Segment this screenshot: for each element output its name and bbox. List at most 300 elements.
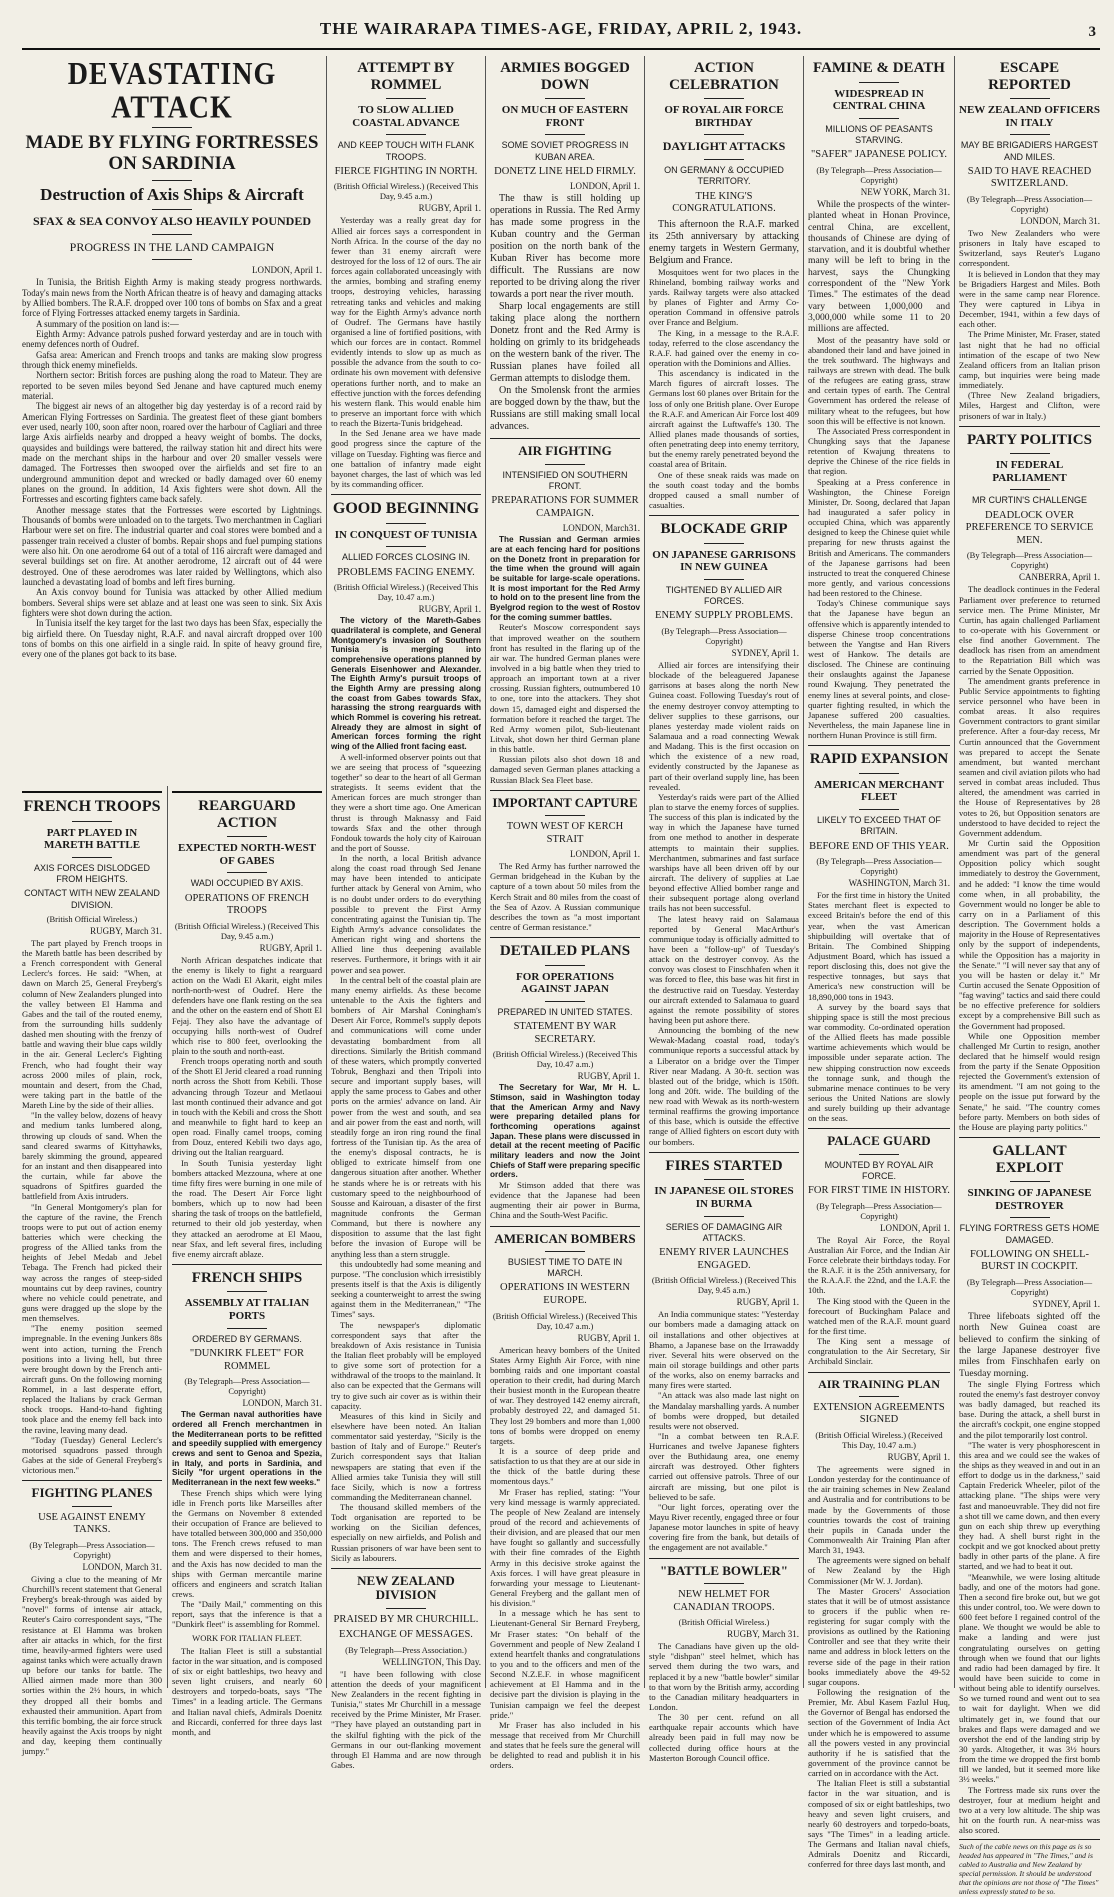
divider bbox=[704, 1216, 744, 1217]
divider bbox=[152, 259, 192, 260]
dateline: LONDON, April 1. bbox=[570, 849, 640, 860]
paragraph: The agreements were signed on behalf of New Zealand by the High Commissioner (Mr W. J. Jordan). bbox=[808, 1555, 950, 1586]
air-fighting-deck-1: INTENSIFIED ON SOUTHERN FRONT. bbox=[502, 469, 628, 491]
rapid-expansion-deck-1: AMERICAN MERCHANT FLEET bbox=[814, 778, 944, 804]
divider bbox=[649, 1152, 799, 1153]
dateline: LONDON, March 31. bbox=[242, 1398, 322, 1409]
fighting-planes-headline: FIGHTING PLANES bbox=[31, 1485, 153, 1501]
dateline: WASHINGTON, March 31. bbox=[848, 878, 950, 889]
divider bbox=[72, 857, 112, 858]
times-footnote: Such of the cable news on this page as is so headed has appeared in "The Times," and is cabled to Australia and New Zealand by special permission. It should be understood that the opinions are not those of "The Times" unless expressly stated to be so. bbox=[959, 1839, 1100, 1897]
source-line: (By Telegraph—Press Association.) bbox=[345, 1644, 467, 1655]
paragraph: The Associated Press correspondent in Chungking says that the Japanese retention of Kwajung threatens to deprive the Chinese of the rice fields in that region. bbox=[808, 425, 950, 477]
paragraph: One of these sneak raids was made on the south coast today and the bombs dropped caused a small number of casualties. bbox=[649, 469, 799, 510]
lead-deck-2: Destruction of Axis Ships & Aircraft bbox=[40, 184, 304, 204]
party-politics-deck-1: IN FEDERAL PARLIAMENT bbox=[992, 459, 1067, 484]
divider bbox=[72, 821, 112, 822]
paragraph: In the Sed Jenane area we have made good progress since the capture of the village on Tuesday. Fighting was fierce and one battalion of infantry made eight bayonet charges, the last of which was led by its commanding officer. bbox=[331, 428, 481, 490]
divider bbox=[959, 426, 1100, 427]
paragraph: Mr Stimson added that there was evidence that the Japanese had been augmenting their air power in Burma, China and the South-West Pacific. bbox=[490, 1180, 640, 1221]
source-line: (By Telegraph—Press Association—Copyright) bbox=[29, 1539, 155, 1560]
detailed-plans-headline: DETAILED PLANS bbox=[499, 943, 631, 960]
paragraph: While the prospects of the winter-planted wheat in Honan Province, central China, are excellent, thousands of Chinese are dying of starvation, and it is doubtful whether many will be left to bring in the harvest, says the Chungking correspondent of the "New York Times." The estimates of the dead vary between 1,000,000 and 3,000,000 while some 11 to 20 millions are affected. bbox=[808, 198, 950, 335]
source-line: (British Official Wireless.) (Received This Day, 10.47 a.m.) bbox=[492, 1049, 638, 1070]
paragraph: The biggest air news of an altogether big day yesterday is of a record raid by American Flying Fortresses on Sardinia. The greatest fleet of these giant bombers ever used, nearly 100, soon after noon, roared over the harbour of Cagliari and three large Axis airfields nearby and dropped a heavy weight of bombs. The docks, quaysides and buildings were battered, the railway station hit and direct hits were made on the merchant ships in the harbour and over 20 smaller vessels were damaged. The Fortresses then swooped over the airfields and set fire to an underground ammunition depot and wrecked or badly damaged over 60 enemy planes on the ground. In addition, 14 Axis fighters were shot down. All the Fortresses and escorting fighters came back safely. bbox=[22, 401, 322, 505]
lead-paragraph: The Secretary for War, Mr H. L. Stimson, said in Washington today that the American Army and Navy were preparing detailed plans for forthcoming operations against Japan. These plans were discussed in detail at the recent meeting of Pacific military leaders and now the Joint Chiefs of Staff were preparing specific orders. bbox=[490, 1083, 640, 1180]
french-ships-body bbox=[172, 1410, 322, 1737]
famine-deck-3: "SAFER" JAPANESE POLICY. bbox=[810, 149, 948, 161]
column-rule bbox=[485, 56, 486, 1688]
fires-started-body bbox=[649, 1309, 799, 1552]
paragraph: This ascendancy is indicated in the March figures of aircraft losses. The Germans lost 60 planes over Britain for the loss of only one British plane. Over Europe the R.A.F. and American Air Force lost 409 aircraft against the Luftwaffe's 130. The Allied planes made thousands of sorties, often penetrating deep into enemy territory, but the enemy rarely penetrated beyond the coastal area of Britain. bbox=[649, 368, 799, 470]
paragraph: The Canadians have given up the old-style "dishpan" steel helmet, which has served them during the two wars, and replaced it by a new "battle bowler" similar to that worn by the British army, according to the Canadian military headquarters in London. bbox=[649, 1641, 799, 1712]
source-line: (British Official Wireless.) bbox=[678, 1617, 770, 1628]
source-line: (By Telegraph—Press Association—Copyright) bbox=[966, 1277, 1093, 1298]
lead-dateline: LONDON, April 1. bbox=[252, 265, 322, 276]
source-line: (British Official Wireless.) (Received This Day, 9.45 a.m.) bbox=[333, 181, 479, 202]
paragraph: "Today (Tuesday) General Leclerc's motorised squadrons passed through Gabes at the side of General Freyberg's victorious men." bbox=[22, 1434, 162, 1476]
lead-headline: DEVASTATING ATTACK bbox=[67, 56, 277, 126]
rapid-expansion-deck-2: LIKELY TO EXCEED THAT OF BRITAIN. bbox=[817, 815, 941, 837]
escape-headline: ESCAPE REPORTED bbox=[988, 60, 1071, 93]
paragraph: The Master Grocers' Association states that it will be of utmost assistance to grocers if the public when re-registering for sugar comply with the provisions as outlined by the Rationing Controller and see that they write their name and address in block letters on the reverse side of the page in their ration books immediately above the 49-52 sugar coupons. bbox=[808, 1585, 950, 1687]
gallant-exploit-deck-2: FLYING FORTRESS GETS HOME DAMAGED. bbox=[959, 1223, 1100, 1245]
battle-bowler-body bbox=[649, 1641, 799, 1763]
nz-division-deck-1: PRAISED BY MR CHURCHILL. bbox=[333, 1613, 479, 1625]
paragraph: "I have been following with close attention the deeds of your magnificent New Zealanders in the recent fighting in Tunisia," states Mr Churchill in a message received by the Prime Minister, Mr Fraser. "They have played an outstanding part in the skilful fighting with the pick of the Germans in our out-flanking movement through El Hamma and are now through Gabes. bbox=[331, 1668, 481, 1770]
paragraph: An India communique states: "Yesterday our bombers made a damaging attack on oil installations and other objectives at Bhamo, a Japanese base on the Irrawaddy river. Several hits were observed on the main oil storage buildings and other parts of the works, also on enemy barracks and many fires were started. bbox=[649, 1309, 799, 1391]
divider bbox=[649, 515, 799, 516]
american-bombers-headline: AMERICAN BOMBERS bbox=[494, 1230, 636, 1246]
paragraph: While one Opposition member challenged Mr Curtin to resign, another declared that he himself would resign from the party if the Senate Opposition rejected the Government's extension of its amendment. "I am not going to the people on the issue put forward by the Senate," he said. "The country comes before party. Members on both sides of the House are playing party politics." bbox=[959, 1030, 1100, 1132]
good-beginning-body bbox=[331, 616, 481, 1563]
blockade-deck-1: ON JAPANESE GARRISONS IN NEW GUINEA bbox=[652, 548, 796, 574]
important-capture-headline: IMPORTANT CAPTURE bbox=[492, 794, 638, 810]
paragraph: "Our light forces, operating over the Mayu River recently, engaged three or four Japanese motor launches in spite of heavy covering fire from the bank, but details of the engagement are not available." bbox=[649, 1501, 799, 1553]
blockade-body bbox=[649, 660, 799, 1147]
divider bbox=[859, 809, 899, 810]
american-bombers-deck-2: OPERATIONS IN WESTERN EUROPE. bbox=[500, 1282, 630, 1307]
dateline: LONDON, April 1. bbox=[880, 1222, 950, 1233]
important-capture-deck: TOWN WEST OF KERCH STRAIT bbox=[506, 820, 624, 845]
battle-bowler-deck: NEW HELMET FOR CANADIAN TROOPS. bbox=[673, 1588, 775, 1613]
armies-column bbox=[490, 56, 640, 1771]
divider bbox=[704, 98, 744, 99]
french-troops-deck-3: CONTACT WITH NEW ZEALAND DIVISION. bbox=[24, 888, 160, 910]
paragraph: For the first time in history the United States merchant fleet is expected to exceed Britain's before the end of this year, when the vast American shipbuilding will overtake that of Britain. The Combined Shipping Adjustment Board, which has issued a report disclosing this, does not give the respective tonnages, but says that America's new construction will be 18,890,000 tons in 1943. bbox=[808, 890, 950, 1002]
divider bbox=[1010, 489, 1050, 490]
paragraph: this undoubtedly had some meaning and purpose. "The conclusion which irresistibly presents itself is that the Axis is diligently seeking a counterweight to arrest the swing against them in the Mediterranean," "The Times" says. bbox=[331, 1258, 481, 1320]
air-fighting-headline: AIR FIGHTING bbox=[518, 443, 612, 459]
paragraph: Mr Fraser has also included in his message that received from Mr Churchill and states that he feels sure the general will be delighted to read and publish it in his orders. bbox=[490, 1719, 640, 1771]
source-line: (British Official Wireless.) (Received This Day, 10.47 a.m.) bbox=[815, 1429, 943, 1450]
lead-paragraph: The victory of the Mareth-Gabes quadrilateral is complete, and General Montgomery's invasion of Southern Tunisia is merging into comprehensive operations planned by Generals Eisenhower and Alexander. The Eighth Army's pursuit troops of the Eighth Army are pressing along the coast from Gabes towards Sfax, harassing the strong rearguards with which Rommel is covering his retreat. Already they are almost in sight of American forces forming the right wing of the Allied front facing east. bbox=[331, 616, 481, 751]
rapid-expansion-deck-3: BEFORE END OF THIS YEAR. bbox=[809, 840, 949, 852]
rearguard-deck-3: OPERATIONS OF FRENCH TROOPS bbox=[184, 892, 310, 917]
paragraph: "The water is very phosphorescent in this area and we could see the wakes of the ships as they weaved in and out in an effort to dodge us in the darkness," said Captain Frederick Wheeler, pilot of the attacking plane. "The ships were very fast and manoeuvrable. They did not fire a shot till we came down, and then every gun on each ship threw up everything they had. A shell burst right in the cockpit and we got knocked about pretty badly in other parts of the plane. A fire started, and we had to beat it out. bbox=[959, 1439, 1100, 1572]
divider bbox=[545, 965, 585, 966]
dateline: RUGBY, April 1. bbox=[418, 604, 481, 615]
source-line: (By Telegraph—Press Association—Copyright) bbox=[966, 193, 1093, 214]
attempt-body bbox=[331, 215, 481, 489]
dateline: LONDON, March31. bbox=[562, 523, 640, 534]
paragraph: American heavy bombers of the United States Army Eighth Air Force, with nine bombing raids and one important coastal operation to their credit, had during March their busiest month in the European theatre of war. They destroyed 142 enemy aircraft, probably destroyed 22, and damaged 51. They lost 29 bombers and more than 1,000 tons of bombs were dropped on enemy targets. bbox=[490, 1344, 640, 1446]
famine-column bbox=[808, 56, 950, 1870]
paragraph: "The enemy position seemed impregnable. In the evening Junkers 88s went into action, turning the French positions into a living hell, but three were brought down by the French anti-aircraft guns. On the following morning Rommel, in a last desperate effort, replaced the Italians by crack German shock troops. Hand-to-hand fighting took place and the enemy fell back into the ravine, leaving many dead. bbox=[22, 1323, 162, 1435]
palace-guard-deck-1: MOUNTED BY ROYAL AIR FORCE. bbox=[824, 1159, 934, 1181]
divider bbox=[859, 1154, 899, 1155]
divider bbox=[152, 209, 192, 210]
dateline: LONDON, March 31. bbox=[82, 1561, 162, 1572]
divider bbox=[152, 127, 192, 128]
celebration-column bbox=[649, 56, 799, 1763]
lead-paragraph: The German naval authorities have ordered all French merchantmen in the Mediterranean ports to be refitted and speedily supplied with emergency crews and sent to Genoa and Spezia, in Italy, and ports in Sardinia, and Sicily "for urgent operations in the Mediterranean in the next few weeks." bbox=[172, 1410, 322, 1487]
paragraph: Mr Fraser has replied, stating: "Your very kind message is warmly appreciated. The people of New Zealand are intensely proud of the record and achievements of their division, and are pleased that our men have fought so gallantly and successfully with their fine comrades of the Eighth Army in this decisive stroke against the Axis forces. I will have great pleasure in forwarding your message to Lieutenant-General Freyberg and the gallant men of his division." bbox=[490, 1486, 640, 1609]
french-troops-body bbox=[22, 938, 162, 1475]
source-line: (By Telegraph—Press Association—Copyright) bbox=[816, 164, 942, 185]
rapid-expansion-headline: RAPID EXPANSION bbox=[809, 751, 949, 768]
divider bbox=[227, 836, 267, 837]
paragraph: "An attack was also made last night on the Mandalay marshalling yards. A number of bombs were dropped, but detailed results were not observed. bbox=[649, 1390, 799, 1431]
celebration-deck-2: DAYLIGHT ATTACKS bbox=[662, 139, 786, 154]
air-training-body bbox=[808, 1464, 950, 1870]
rearguard-headline: REARGUARD ACTION bbox=[198, 798, 296, 831]
divider bbox=[704, 134, 744, 135]
party-politics-deck-3: DEADLOCK OVER PREFERENCE TO SERVICE MEN. bbox=[965, 509, 1094, 546]
dateline: RUGBY, April 1. bbox=[418, 203, 481, 214]
paragraph: Today's Chinese communique says that the Japanese have begun an offensive which is apparently intended to disperse Chinese troop concentrations between the Yangtse and Han Rivers west of Hankow. The details are disclosed. The Chinese are continuing their onslaughts against the Japanese round Kwajung. They penetrated the enemy lines at several points, and close-quarter fighting resulted, in which the Japanese suffered 200 casualties. Nevertheless, the main Japanese line in northern Hunan Province is still firm. bbox=[808, 598, 950, 741]
escape-body bbox=[959, 228, 1100, 421]
nz-division-headline: NEW ZEALAND DIVISION bbox=[357, 1572, 455, 1603]
column-rule bbox=[954, 56, 955, 1688]
divider bbox=[386, 1608, 426, 1609]
fighting-planes-body bbox=[22, 1574, 162, 1757]
paragraph: Sharp local engagements are still taking place along the northern Donetz front and the Red Army is holding on grimly to its bridgeheads on the western bank of the river. The Russian planes have foiled all German attempts to dislodge them. bbox=[490, 301, 640, 385]
dateline: RUGBY, April 1. bbox=[259, 942, 322, 953]
divider bbox=[490, 1226, 640, 1227]
divider bbox=[808, 1372, 950, 1373]
dateline: RUGBY, April 1. bbox=[887, 1451, 950, 1462]
dateline: NEW YORK, March 31. bbox=[860, 186, 950, 197]
rearguard-column bbox=[172, 786, 322, 1737]
dateline: SYDNEY, April 1. bbox=[1032, 1299, 1100, 1310]
paragraph: "In the valley below, dozens of heavy and medium tanks lumbered along, throwing up clouds of sand. When the sand cleared swarms of Kittyhawks, barely skimming the ground, appeared for an instant and then disappeared into the curtain, while far above the squadrons of Spitfires guarded the battlefield from Axis intruders. bbox=[22, 1110, 162, 1202]
dateline: WELLINGTON, This Day. bbox=[382, 1656, 481, 1667]
paragraph: In the central belt of the coastal plain are many enemy airfields. As these become untenable to the Axis the fighters and bombers of Air Marshal Coningham's Desert Air Force, Rommel's supply depots and communications will come under devastating bombardment from all directions. Similarly the British command of these waters, which promptly converted Tobruk, Benghazi and then Tripoli into secure and important supply bases, will apply the same process to Gabes and other ports on the armies' advance on land. Air power from the west and south, and sea and air power from the east and north, will steadily forge an iron ring round the final fortress of the Tunisian tip. As the area of the enemy's disposal contracts, he is obliged to extricate himself from one dangerous situation after another. Whether he stands where he is or retreats with his customary speed to the neighbourhood of Sousse and Kairouan, a disaster of the first magnitude confronts the German Command, but there is nowhere any disposition to assume that the last fight before the invasion of Europe will be anything less than a stern struggle. bbox=[331, 974, 481, 1259]
fires-started-headline: FIRES STARTED bbox=[665, 1157, 783, 1174]
divider bbox=[808, 1128, 950, 1129]
divider bbox=[152, 234, 192, 235]
paragraph: The part played by French troops in the Mareth battle has been described by a French correspondent with General Leclerc's forces. He said: "When, at dawn on March 25, General Freyberg's column of New Zealanders plunged into the valley between El Hamma and Gabes and the tail of the routed enemy, from the surrounding hills suddenly dashed men shouting with the frenzy of battle and waving their blue caps wildly in the air. General Leclerc's Fighting French, who had fought their way across 2000 miles of plain, rock, mountain and desert, from the Chad, were taking part in the battle of the Mareth Line by the side of their allies. bbox=[22, 937, 162, 1111]
good-beginning-deck-2: ALLIED FORCES CLOSING IN. bbox=[341, 552, 471, 563]
paragraph: Giving a clue to the meaning of Mr Churchill's recent statement that General Freyberg's break-through was aided by "novel" forms of intense air attack, Reuter's Cairo correspondent says, "The resistance at El Hamma was broken after air attacks in which, for the first time, heavily-armed fighters were used against tanks which were actually drawn up before our tanks for battle. The Allied airmen made more than 300 sorties within the 2½ hours, in which they dropped all their bombs and exhausted their ammunition. Apart from this terrific bombing, the air force struck heavily against the Axis troops by night and day, keeping them continually jumpy." bbox=[22, 1573, 162, 1757]
paragraph: The thaw is still holding up operations in Russia. The Red Army has made some progress in the Kuban country and the German position on the north bank of the Kuban River has become more difficult. The Russians are now reported to be driving along the river towards a port near the river mouth. bbox=[490, 193, 640, 301]
divider bbox=[227, 1291, 267, 1292]
french-ships-deck-1: ASSEMBLY AT ITALIAN PORTS bbox=[184, 1297, 310, 1323]
armies-body bbox=[490, 193, 640, 433]
party-politics-headline: PARTY POLITICS bbox=[967, 431, 1092, 448]
divider bbox=[704, 543, 744, 544]
paragraph: Yesterday was a really great day for Allied air forces says a correspondent in North Africa. In the course of the day no fewer than 31 enemy aircraft were destroyed for the loss of 12 of ours. The air forces again collaborated unceasingly with the armies, bombing and strafing enemy troops, destroying vehicles, harassing retreating tanks and vehicles and making way for the Eighth Army's advance north of Oudref. The Germans have hastily organised a line of fortified positions, with which our forces are in contact. Rommel evidently intends to slow up as much as possible the advance from the south to co-ordinate his own movement with defensive operations further north, and to make an effective junction with the forces defending his western flank. This would enable him to preserve an important force with which to reach the Bizerta-Tunis bridgehead. bbox=[331, 215, 481, 429]
detailed-plans-deck-2: PREPARED IN UNITED STATES. bbox=[497, 1006, 633, 1017]
paragraph: In Tunisia itself the key target for the last two days has been Sfax, especially the big airfield there. On Tuesday night, R.A.F. and naval aircraft dropped over 100 tons of bombs on this one airfield in a single raid. In spite of heavy ground fire, every one of the planes got back to its base. bbox=[22, 618, 322, 660]
source-line: (British Official Wireless.) (Received This Day, 10.47 a.m.) bbox=[492, 1310, 638, 1331]
escape-deck-3: SAID TO HAVE REACHED SWITZERLAND. bbox=[967, 165, 1092, 190]
page-number: 3 bbox=[1088, 24, 1096, 40]
attempt-deck-2: AND KEEP TOUCH WITH FLANK TROOPS. bbox=[337, 140, 475, 162]
french-ships-deck-3: "DUNKIRK FLEET" FOR ROMMEL bbox=[189, 1347, 305, 1372]
lead-body bbox=[22, 277, 322, 659]
armies-deck-1: ON MUCH OF EASTERN FRONT bbox=[501, 104, 629, 129]
paragraph: The "Daily Mail," commenting on this report, says that the inference is that a "Dunkirk fleet" is assembling for Rommel. bbox=[172, 1599, 322, 1630]
air-training-deck: EXTENSION AGREEMENTS SIGNED bbox=[813, 1401, 945, 1426]
divider bbox=[808, 745, 950, 746]
paragraph: Eighth Army: Advance patrols pushed forward yesterday and are in touch with enemy defences north of Oudref. bbox=[22, 329, 322, 350]
dateline: RUGBY, March 31. bbox=[727, 1629, 799, 1640]
divider bbox=[22, 791, 162, 793]
divider bbox=[959, 1137, 1100, 1138]
paragraph: French troops operating north and south of the Shott El Jerid cleared a road running north across the Shott from Kebili. Those advancing through Tozeur and Metlaoui last month continued their advance and got in touch with the Kebili and cross the Shott and meanwhile to fight hard to keep an open road. Finally camel troops, coming from Douz, entered Kebili two days ago, driving out the Italian rearguard. bbox=[172, 1056, 322, 1158]
paragraph: The King sent a message of congratulation to the Air Secretary, Sir Archibald Sinclair. bbox=[808, 1336, 950, 1367]
american-bombers-deck-1: BUSIEST TIME TO DATE IN MARCH. bbox=[507, 1256, 623, 1279]
paragraph: A survey by the board says that shipping space is still the most precious war commodity. Co-ordinated operation of the Allied fleets has made possible wartime achievements which would be impossible under separate action. The new shipping construction now exceeds the tonnage sunk, and though the submarine menace continues to be very serious the United Nations are slowly and surely building up their advantage on the seas. bbox=[808, 1001, 950, 1124]
paragraph: Allied air forces are intensifying their blockade of the beleaguered Japanese garrisons at bases along the north New Guinea coast. Following Tuesday's rout of the enemy destroyer convoy attempting to deliver supplies to these garrisons, our planes yesterday made violent raids on Salamaua and a road connecting Wewak and Madang. This is the first occasion on which the existence of a new road, evidently constructed by the Japanese as part of their overland supply line, has been revealed. bbox=[649, 660, 799, 792]
paragraph: Russian pilots also shot down 18 and damaged seven German planes attacking a Russian Black Sea Fleet base. bbox=[490, 754, 640, 785]
attempt-deck-1: TO SLOW ALLIED COASTAL ADVANCE bbox=[352, 104, 460, 129]
paragraph: "Meanwhile, we were losing altitude badly, and one of the motors had gone. Then a second fire broke out, but we got this under control, too. We were down to 600 feet before I regained control of the plane. We thought we would be able to make a landing and were just congratulating ourselves on getting through when we found that our lights and radio had been damaged by fire. It would have been suicide to come in without being able to identify ourselves. So we turned round and went out to sea to wait for daylight. When we did ultimately get in, we found that our brakes and flaps were damaged and we overshot the end of the landing strip by 30 yards. Altogether, it was 3½ hours from the time we dropped the first bomb till we landed, but it seemed more like 3½ weeks." bbox=[959, 1571, 1100, 1785]
paragraph: "In a combat between ten R.A.F. Hurricanes and twelve Japanese fighters over the Buthidaung area, one enemy aircraft was destroyed. Other fighters carried out offensive patrols. Three of our aircraft are missing, but one pilot is believed to be safe. bbox=[649, 1430, 799, 1502]
armies-deck-3: DONETZ LINE HELD FIRMLY. bbox=[494, 165, 636, 177]
escape-deck-2: MAY BE BRIGADIERS HARGEST AND MILES. bbox=[960, 140, 1099, 162]
divider bbox=[152, 180, 192, 181]
masthead-title: THE WAIRARAPA TIMES-AGE, FRIDAY, APRIL 2, 1943. bbox=[319, 19, 803, 38]
paragraph: The Royal Air Force, the Royal Australian Air Force, and the Indian Air Force celebrate their birthdays today. For the R.A.F. it is the 25th anniversary, for the R.A.A.F. the 22nd, and the I.A.F. the 10th. bbox=[808, 1234, 950, 1296]
celebration-deck-1: OF ROYAL AIR FORCE BIRTHDAY bbox=[664, 104, 784, 129]
paragraph: An Axis convoy bound for Tunisia was attacked by other Allied medium bombers. Several ships were set ablaze and at least one was seen to sink. Six Axis fighters were shot down during the action. bbox=[22, 587, 322, 618]
dateline: RUGBY, April 1. bbox=[577, 1071, 640, 1082]
divider bbox=[704, 579, 744, 580]
paragraph: It is a source of deep pride and satisfaction to us that they are at our side in the thick of the battle during these momentous days." bbox=[490, 1446, 640, 1487]
divider bbox=[1010, 1181, 1050, 1182]
lead-paragraph: The Russian and German armies are at each fencing hard for positions on the Donetz front in preparation for the time when the ground will again be suitable for large-scale operations. It is most important for the Red Army to hold on to the present line from the Byelgrod region to the west of Rostov for the coming summer battles. bbox=[490, 535, 640, 622]
paragraph: The amendment grants preference in Public Service appointments to fighting service personnel who have been in combat areas. It also requires Government contractors to grant similar preference. After a four-day recess, Mr Curtin announced that the Government was prepared to accept the Senate amendment, but wanted merchant seamen and civil aviation pilots who had served in combat areas included. Thus altered, the amendment was carried in the House of Representatives by 28 votes to 26, but Opposition senators are understood to have decided to reject the Government addendum. bbox=[959, 675, 1100, 838]
divider bbox=[545, 134, 585, 135]
divider bbox=[545, 98, 585, 99]
divider bbox=[859, 82, 899, 83]
dateline: RUGBY, March 31. bbox=[90, 925, 162, 936]
fires-started-deck-2: SERIES OF DAMAGING AIR ATTACKS. bbox=[665, 1221, 783, 1243]
column-rule bbox=[803, 56, 804, 1688]
detailed-plans-body bbox=[490, 1083, 640, 1220]
detailed-plans-deck-1: FOR OPERATIONS AGAINST JAPAN bbox=[516, 970, 614, 996]
dateline: RUGBY, April 1. bbox=[736, 1297, 799, 1308]
famine-headline: FAMINE & DEATH bbox=[813, 60, 945, 76]
divider bbox=[1010, 1217, 1050, 1218]
dateline: SYDNEY, April 1. bbox=[731, 648, 799, 659]
celebration-deck-4: THE KING'S CONGRATULATIONS. bbox=[672, 190, 776, 215]
french-ships-headline: FRENCH SHIPS bbox=[191, 1269, 303, 1286]
paragraph: The 30 per cent. refund on all earthquake repair accounts which have already been paid in full may now be collected during office hours at the Masterton Borough Council office. bbox=[649, 1712, 799, 1763]
gallant-exploit-body bbox=[959, 1311, 1100, 1835]
rapid-expansion-body bbox=[808, 890, 950, 1123]
divider bbox=[859, 118, 899, 119]
paragraph: Most of the peasantry have sold or abandoned their land and have joined in the trek southward. The highways and railways are strewn with dead. The bulk of the refugees are eating grass, straw and certain types of earth. The Central Government has ordered the release of military wheat to the refugees, but how soon this will be effective is not known. bbox=[808, 334, 950, 426]
paragraph: Following the resignation of the Premier, Mr. Abul Kasem Fazlul Huq, the Governor of Bengal has endorsed the section of the Government of India Act under which he is empowered to assume all the powers vested in any provincial authority if he is satisfied that the government of the province cannot be carried on in accordance with the Act. bbox=[808, 1687, 950, 1779]
important-capture-body bbox=[490, 861, 640, 932]
french-troops-column bbox=[22, 786, 162, 1757]
french-troops-headline: FRENCH TROOPS bbox=[23, 798, 161, 815]
french-troops-deck-2: AXIS FORCES DISLODGED FROM HEIGHTS. bbox=[33, 862, 151, 885]
gallant-exploit-deck-1: SINKING OF JAPANESE DESTROYER bbox=[967, 1187, 1092, 1212]
divider bbox=[545, 1001, 585, 1002]
paragraph: In Tunisia, the British Eighth Army is making steady progress northwards. Today's main news from the North African theatre is of heavy and damaging attacks by Allied bombers. The R.A.F. dropped over 100 tons of bombs on Sfax and a great force of Flying Fortresses attacked enemy targets in Sardinia. bbox=[22, 277, 322, 319]
paragraph: The deadlock continues in the Federal Parliament over preference to returned service men. The Prime Minister, Mr Curtin, has again challenged Parliament to co-operate with his Government or else find another Government. The deadlock has risen from an amendment to the Repatriation Bill which was carried by the Senate Opposition. bbox=[959, 584, 1100, 676]
divider bbox=[704, 159, 744, 160]
palace-guard-deck-2: FOR FIRST TIME IN HISTORY. bbox=[808, 1185, 950, 1197]
escape-column bbox=[959, 56, 1100, 1896]
gallant-exploit-deck-3: FOLLOWING ON SHELL-BURST IN COCKPIT. bbox=[970, 1248, 1089, 1273]
french-troops-deck-1: PART PLAYED IN MARETH BATTLE bbox=[43, 826, 141, 852]
lead-deck-1: MADE BY FLYING FORTRESSES ON SARDINIA bbox=[25, 131, 319, 174]
lead-deck-3: SFAX & SEA CONVOY ALSO HEAVILY POUNDED bbox=[32, 214, 312, 229]
paragraph: The King stood with the Queen in the forecourt of Buckingham Palace and watched men of the R.A.F. mount guard for the first time. bbox=[808, 1295, 950, 1337]
paragraph: Mr Curtin said the Opposition amendment was part of the general Opposition policy which sought immediately to destroy the Government, and he added: "I know the time would come when, in all probability, the Government would no longer be able to carry on in a Parliament of this description. The Government holds a majority in the House of Representatives only by the support of independents, while the Opposition has a majority in the Senate." "I will never say that any of you will be hasten or delay it." Mr Curtin accused the Senate Opposition of "fag waving" tactics and said there could be no effective preference for soldiers except by a comprehensive Bill such as the Government had proposed. bbox=[959, 837, 1100, 1031]
source-line: (British Official Wireless.) (Received This Day, 9.45 a.m.) bbox=[651, 1275, 797, 1296]
paragraph: The agreements were signed in London yesterday for the continuance of the air training schemes in New Zealand and Australia and for contributions to be made by the Governments of those countries towards the cost of training their pupils in Canada under the Commonwealth Air Training Plan after March 31, 1943. bbox=[808, 1463, 950, 1556]
detailed-plans-deck-3: STATEMENT BY WAR SECRETARY. bbox=[513, 1021, 617, 1045]
paragraph: The newspaper's diplomatic correspondent says that after the breakdown of Axis resistance in Tunisia the Italian fleet probably will be employed to give some sort of protection for a withdrawal of the troops to the mainland. It also can be expected that the Germans will try to give such air cover as is within their capacity. bbox=[331, 1319, 481, 1411]
good-beginning-deck-1: IN CONQUEST OF TUNISIA bbox=[334, 528, 478, 541]
air-training-headline: AIR TRAINING PLAN bbox=[818, 1376, 940, 1391]
lead-story bbox=[22, 56, 322, 660]
paragraph: On the Smolensk front the armies are bogged down by the thaw, but the Russians are still making small local advances. bbox=[490, 385, 640, 433]
nz-division-deck-2: EXCHANGE OF MESSAGES. bbox=[339, 1629, 473, 1641]
column-rule bbox=[326, 56, 327, 1688]
attempt-deck-3: FIERCE FIGHTING IN NORTH. bbox=[334, 165, 478, 177]
divider bbox=[704, 1179, 744, 1180]
paragraph: It is believed in London that they may be Brigadiers Hargest and Miles. Both were in the same camp near Florence. They were captured in Libya in December, 1941, within a few days of each other. bbox=[959, 268, 1100, 330]
paragraph: The single Flying Fortress which routed the enemy's fast destroyer convoy was badly damaged, but reached its base. During the attack, a shell burst in the aircraft's cockpit, one engine stopped and the pilot temporarily lost control. bbox=[959, 1378, 1100, 1440]
lead-paragraph: This afternoon the R.A.F. marked its 25th anniversary by attacking enemy targets in Western Germany, Belgium and France. bbox=[649, 218, 799, 266]
column-rule bbox=[167, 786, 168, 1688]
divider bbox=[386, 523, 426, 524]
famine-body bbox=[808, 199, 950, 740]
escape-deck-1: NEW ZEALAND OFFICERS IN ITALY bbox=[959, 104, 1100, 129]
american-bombers-body bbox=[490, 1345, 640, 1771]
divider bbox=[859, 1396, 899, 1397]
paragraph: A well-informed observer points out that we are seeing that process of "squeezing together" so dear to the heart of all German strategists. It seems evident that the American forces are much stronger than they were a short time ago. One American thrust is through Maknassy and Faid towards Sfax and the other through Fondouk towards the holy city of Kairouan and the port of Sousse. bbox=[331, 751, 481, 853]
paragraph: North African despatches indicate that the enemy is likely to fight a rearguard action on the Wadi El Akarit, eight miles north-north-west of Oudref. Here the defenders have one flank resting on the sea and the other on the eastern end of Shott El Fejaj. They also have the advantage of occupying hills north-west of Oudref which rise to 800 feet, overlooking the plain to the south and north-east. bbox=[172, 954, 322, 1056]
palace-guard-headline: PALACE GUARD bbox=[827, 1133, 931, 1149]
divider bbox=[545, 1251, 585, 1252]
paragraph: The thousand skilled members of the Todt organisation are reported to be working on the Sicilian defences, especially on new airfields, and Polish and Russian prisoners of war have been sent to Sicily as labourers. bbox=[331, 1502, 481, 1563]
paragraph: Speaking at a Press conference in Washington, the Chinese Foreign Minister, Dr. Soong, declared that Japan had inaugurated a safer policy in occupied China, which was apparently designed to keep the Chinese quiet while preparing for new thrusts against the British and Americans. The commanders of the Japanese garrisons had been instructed to treat the conquered Chinese more gently, and various concessions had been restored to the Chinese. bbox=[808, 476, 950, 599]
armies-deck-2: SOME SOVIET PROGRESS IN KUBAN AREA. bbox=[501, 140, 629, 162]
paragraph: In a message which he has sent to Lieutenant-General Sir Bernard Freyberg, Mr Fraser states: "On behalf of the Government and people of New Zealand I extend heartfelt thanks and congratulations to you and to the officers and men of the Second N.Z.E.F. in whose magnificent achievement at El Hamma and in the decisive part the division is playing in the Tunisian campaign we feel the deepest pride." bbox=[490, 1608, 640, 1720]
fighting-planes-deck: USE AGAINST ENEMY TANKS. bbox=[38, 1511, 146, 1536]
divider bbox=[704, 1583, 744, 1584]
paragraph: The latest heavy raid on Salamaua reported by General MacArthur's communique today is officially admitted to have been a "follow-up" of Tuesday's attack on the destroyer convoy. As the convoy was closest to Finschhafen when it was forced to flee, this base was hit first in the destructive raid on Tuesday. Yesterday our aircraft extended to Salamaua to guard against the remote possibility of stores having been put ashore there. bbox=[649, 913, 799, 1025]
paragraph: Gafsa area: American and French troops and tanks are making slow progress through thick enemy minefields. bbox=[22, 349, 322, 371]
divider bbox=[72, 1506, 112, 1507]
paragraph: Three lifeboats sighted off the north New Guinea coast are believed to confirm the sinking of the large Japanese destroyer five miles from Finschhafen early on Tuesday morning. bbox=[959, 1311, 1100, 1379]
divider bbox=[649, 1558, 799, 1559]
dateline: RUGBY, April 1. bbox=[577, 1332, 640, 1343]
paragraph: Announcing the bombing of the new Wewak-Madang coastal road, today's communique reports a successful attack by a Liberator on a bridge over the Timper River near Madang. A 30-ft. section was blasted out of the bridge, which is 150ft. long and 20ft. wide. The building of the new road with Wewak as its north-western terminal reaffirms the growing importance of this base, which is outside the effective range of Allied fighters on escort duty with our bombers. bbox=[649, 1025, 799, 1147]
paragraph: Mosquitoes went for two places in the Rhineland, bombing railway works and yards. Railway targets were also attacked by planes of Fighter and Army Co-operation Command in offensive patrols over France and Belgium. bbox=[649, 266, 799, 328]
paragraph: The Italian Fleet is still a substantial factor in the war situation, and is composed of six or eight battleships, two heavy and seven light cruisers, and nearly 60 destroyers and torpedo-boats, says "The Times" in a leading article. The Germans and Italian naval chiefs, Admirals Doenitz and Riccardi, conferred for three days last month, and bbox=[172, 1645, 322, 1737]
newspaper-page bbox=[22, 10, 1100, 1896]
dateline: CANBERRA, April 1. bbox=[1018, 572, 1100, 583]
blockade-deck-3: ENEMY SUPPLY PROBLEMS. bbox=[655, 610, 793, 622]
paragraph: The Italian Fleet is still a substantial factor in the war situation, and is composed of six or eight battleships, two heavy and seven light cruisers, and nearly 60 destroyers and torpedo-boats, says "The Times" in a leading article. The Germans and Italian naval chiefs, Admirals Doenitz and Riccardi, conferred for three days last month, and bbox=[808, 1778, 950, 1870]
gallant-exploit-headline: GALLANT EXPLOIT bbox=[992, 1143, 1067, 1176]
source-line: (British Official Wireless.) (Received This Day, 9.45 a.m.) bbox=[174, 920, 320, 941]
source-line: (By Telegraph—Press Association—Copyright) bbox=[184, 1376, 310, 1397]
source-line: (By Telegraph—Press Association—Copyright) bbox=[966, 550, 1093, 571]
paragraph: The King, in a message to the R.A.F. today, referred to the close ascendancy the R.A.F. had gained over the enemy in co-operation with the Dominions and Allies. bbox=[649, 327, 799, 369]
divider bbox=[386, 134, 426, 135]
paragraph: Northern sector: British forces are pushing along the road to Mateur. They are reported to be seven miles beyond Sed Jenane and have captured much enemy material. bbox=[22, 370, 322, 402]
party-politics-body bbox=[959, 584, 1100, 1132]
source-line: (By Telegraph—Press Association—Copyright) bbox=[816, 1200, 942, 1221]
party-politics-deck-2: MR CURTIN'S CHALLENGE bbox=[971, 495, 1088, 506]
divider bbox=[545, 464, 585, 465]
celebration-deck-3: ON GERMANY & OCCUPIED TERRITORY. bbox=[664, 165, 784, 187]
air-fighting-body bbox=[490, 535, 640, 784]
divider bbox=[490, 790, 640, 791]
good-beginning-deck-3: PROBLEMS FACING ENEMY. bbox=[337, 566, 475, 578]
rearguard-body bbox=[172, 955, 322, 1259]
divider bbox=[22, 1480, 162, 1481]
paragraph: The Prime Minister, Mr. Fraser, stated last night that he had no official intimation of the escape of two New Zealand officers from an Italian prison camp, but inquiries were being made immediately. bbox=[959, 329, 1100, 391]
divider bbox=[545, 815, 585, 816]
columns bbox=[22, 56, 1100, 1896]
divider bbox=[490, 937, 640, 938]
attempt-headline: ATTEMPT BY ROMMEL bbox=[357, 60, 455, 93]
divider bbox=[227, 872, 267, 873]
paragraph: In the north, a local British advance along the coast road through Sed Jenane may have been intended to anticipate further attack by General von Arnim, who is no doubt under orders to do everything possible to prevent the First Army concentrating against the Tunisian tip. The Eighth Army's advance consolidates the American right wing and shortens the Allied line thus deepening available reserves. Furthermore, it brings with it air power and sea power. bbox=[331, 853, 481, 975]
divider bbox=[331, 1568, 481, 1569]
paragraph: Measures of this kind in Sicily and elsewhere have been noted. An Italian commentator said yesterday, "Sicily is the bastion of Italy and of Europe." Reuter's Zurich correspondent says that Italian newspapers are stating that even if the Allied armies take Tunisia they will still face Sicily, which is now a fortress commanding the Mediterranean channel. bbox=[331, 1410, 481, 1502]
paragraph: Two New Zealanders who were prisoners in Italy have escaped to Switzerland, says Reuter's Lugano correspondent. bbox=[959, 227, 1100, 269]
lead-deck-4: PROGRESS IN THE LAND CAMPAIGN bbox=[69, 240, 275, 255]
dateline: LONDON, March 31. bbox=[1020, 215, 1100, 226]
divider bbox=[1010, 134, 1050, 135]
source-line: (By Telegraph—Press Association—Copyright) bbox=[661, 626, 787, 647]
battle-bowler-headline: "BATTLE BOWLER" bbox=[660, 1562, 788, 1578]
divider bbox=[172, 1264, 322, 1265]
good-beginning-headline: GOOD BEGINNING bbox=[332, 500, 480, 518]
source-line: (By Telegraph—Press Association—Copyright) bbox=[816, 856, 942, 877]
paragraph: Another message states that the Fortresses were escorted by Lightnings. Thousands of bombs were unloaded on to the targets. Two merchantmen in Cagliari Harbour were set on fire. The industrial quarter and coal stores were bombed and a passenger train received a cluster of bombs. Repair shops and fuel pumping stations were also hit. On one aerodrome 64 out of a total of 116 aircraft were damaged and several buildings set on fire. At another aerodrome, 12 aircraft out of 44 were destroyed. One of these aerodromes was later raided by Wellingtons, which also launched a devastating load of bombs and left fires burning. bbox=[22, 504, 322, 587]
divider bbox=[386, 546, 426, 547]
french-ships-deck-2: ORDERED BY GERMANS. bbox=[192, 1333, 302, 1344]
armies-headline: ARMIES BOGGED DOWN bbox=[500, 60, 630, 93]
blockade-deck-2: TIGHTENED BY ALLIED AIR FORCES. bbox=[665, 584, 783, 607]
paragraph: In South Tunisia yesterday light bombers attacked Mezzouna, where at one time fifty fires were burning in one mile of the road. The Desert Air Force light bombers, which up to now had been sharing the task of troops on the battlefield, returned to their old job yesterday, when they attacked an aerodrome at El Maou, near Sfax, and left several fires, including five enemy aircraft ablaze. bbox=[172, 1157, 322, 1259]
famine-deck-1: WIDESPREAD IN CENTRAL CHINA bbox=[832, 87, 926, 113]
subhead: WORK FOR ITALIAN FLEET. bbox=[192, 1632, 302, 1643]
celebration-headline: ACTION CELEBRATION bbox=[669, 60, 779, 93]
paragraph: The Red Army has further narrowed the German bridgehead in the Kuban by the capture of a town about 50 miles from the Kerch Strait and 80 miles from the coast of the Sea of Azov. A Russian communique describes the town as "a most important centre of German resistance." bbox=[490, 861, 640, 932]
paragraph: Yesterday's raids were part of the Allied plan to starve the enemy forces of supplies. The success of this plan is indicated by the way in which the Japanese have turned from one method to another in desperate attempts to maintain their supplies. Merchantmen, submarines and fast surface warships have all been driven off by our aircraft. The delivery of supplies at Lae beyond effective Allied bomber range and their subsequent portage along overland trails has not been successful. bbox=[649, 791, 799, 914]
divider bbox=[490, 438, 640, 439]
fires-started-deck-1: IN JAPANESE OIL STORES IN BURMA bbox=[654, 1185, 794, 1210]
divider bbox=[1010, 453, 1050, 454]
famine-deck-2: MILLIONS OF PEASANTS STARVING. bbox=[825, 123, 933, 146]
divider bbox=[227, 1328, 267, 1329]
